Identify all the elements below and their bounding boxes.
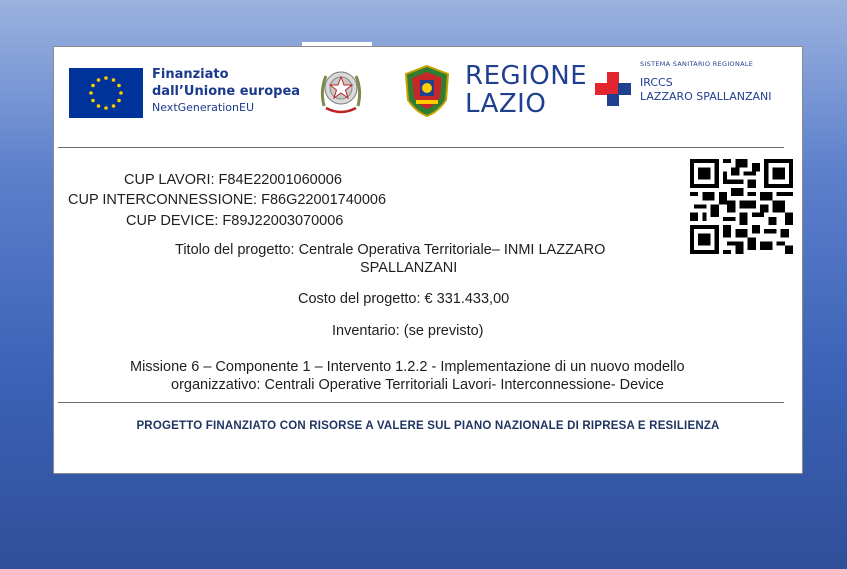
qr-code-icon	[690, 158, 793, 255]
eu-line1: Finanziato	[152, 67, 229, 82]
eu-flag-icon	[69, 68, 143, 118]
footer-divider	[58, 402, 784, 403]
sistema-sanitario-label: SISTEMA SANITARIO REGIONALE	[640, 60, 754, 68]
eu-funding-label	[152, 66, 300, 116]
cup-lavori: CUP LAVORI: F84E22001060006	[124, 172, 342, 188]
pnrr-footer: PROGETTO FINANZIATO CON RISORSE A VALERE SUL PIANO NAZIONALE DI RIPRESA E RESILIENZA	[136, 420, 720, 432]
funding-card	[53, 46, 803, 474]
project-cost: Costo del progetto: € 331.433,00	[298, 291, 510, 307]
irccs-label	[640, 76, 772, 104]
cup-interconnessione: CUP INTERCONNESSIONE: F86G22001740006	[68, 192, 387, 208]
irccs-line2: LAZZARO SPALLANZANI	[640, 90, 772, 103]
regione-lazio-label	[465, 62, 587, 118]
project-title-line2: SPALLANZANI	[360, 260, 458, 276]
region-line1: REGIONE	[465, 61, 588, 91]
lazio-emblem-icon	[402, 64, 452, 118]
medical-cross-icon	[595, 72, 631, 106]
region-line2: LAZIO	[465, 89, 547, 119]
cup-device: CUP DEVICE: F89J22003070006	[126, 213, 344, 229]
irccs-line1: IRCCS	[640, 76, 673, 89]
header-divider	[58, 147, 784, 148]
italian-emblem-icon	[316, 62, 366, 118]
project-title-line1: Titolo del progetto: Centrale Operativa Territoriale– INMI LAZZARO	[175, 242, 606, 258]
eu-line3: NextGenerationEU	[152, 101, 254, 114]
mission-line1: Missione 6 – Componente 1 – Intervento 1.2.2 - Implementazione di un nuovo modello	[130, 359, 685, 375]
project-inventory: Inventario: (se previsto)	[332, 323, 484, 339]
eu-line2: dall’Unione europea	[152, 84, 301, 99]
mission-line2: organizzativo: Centrali Operative Territoriali Lavori- Interconnessione- Device	[171, 377, 664, 393]
